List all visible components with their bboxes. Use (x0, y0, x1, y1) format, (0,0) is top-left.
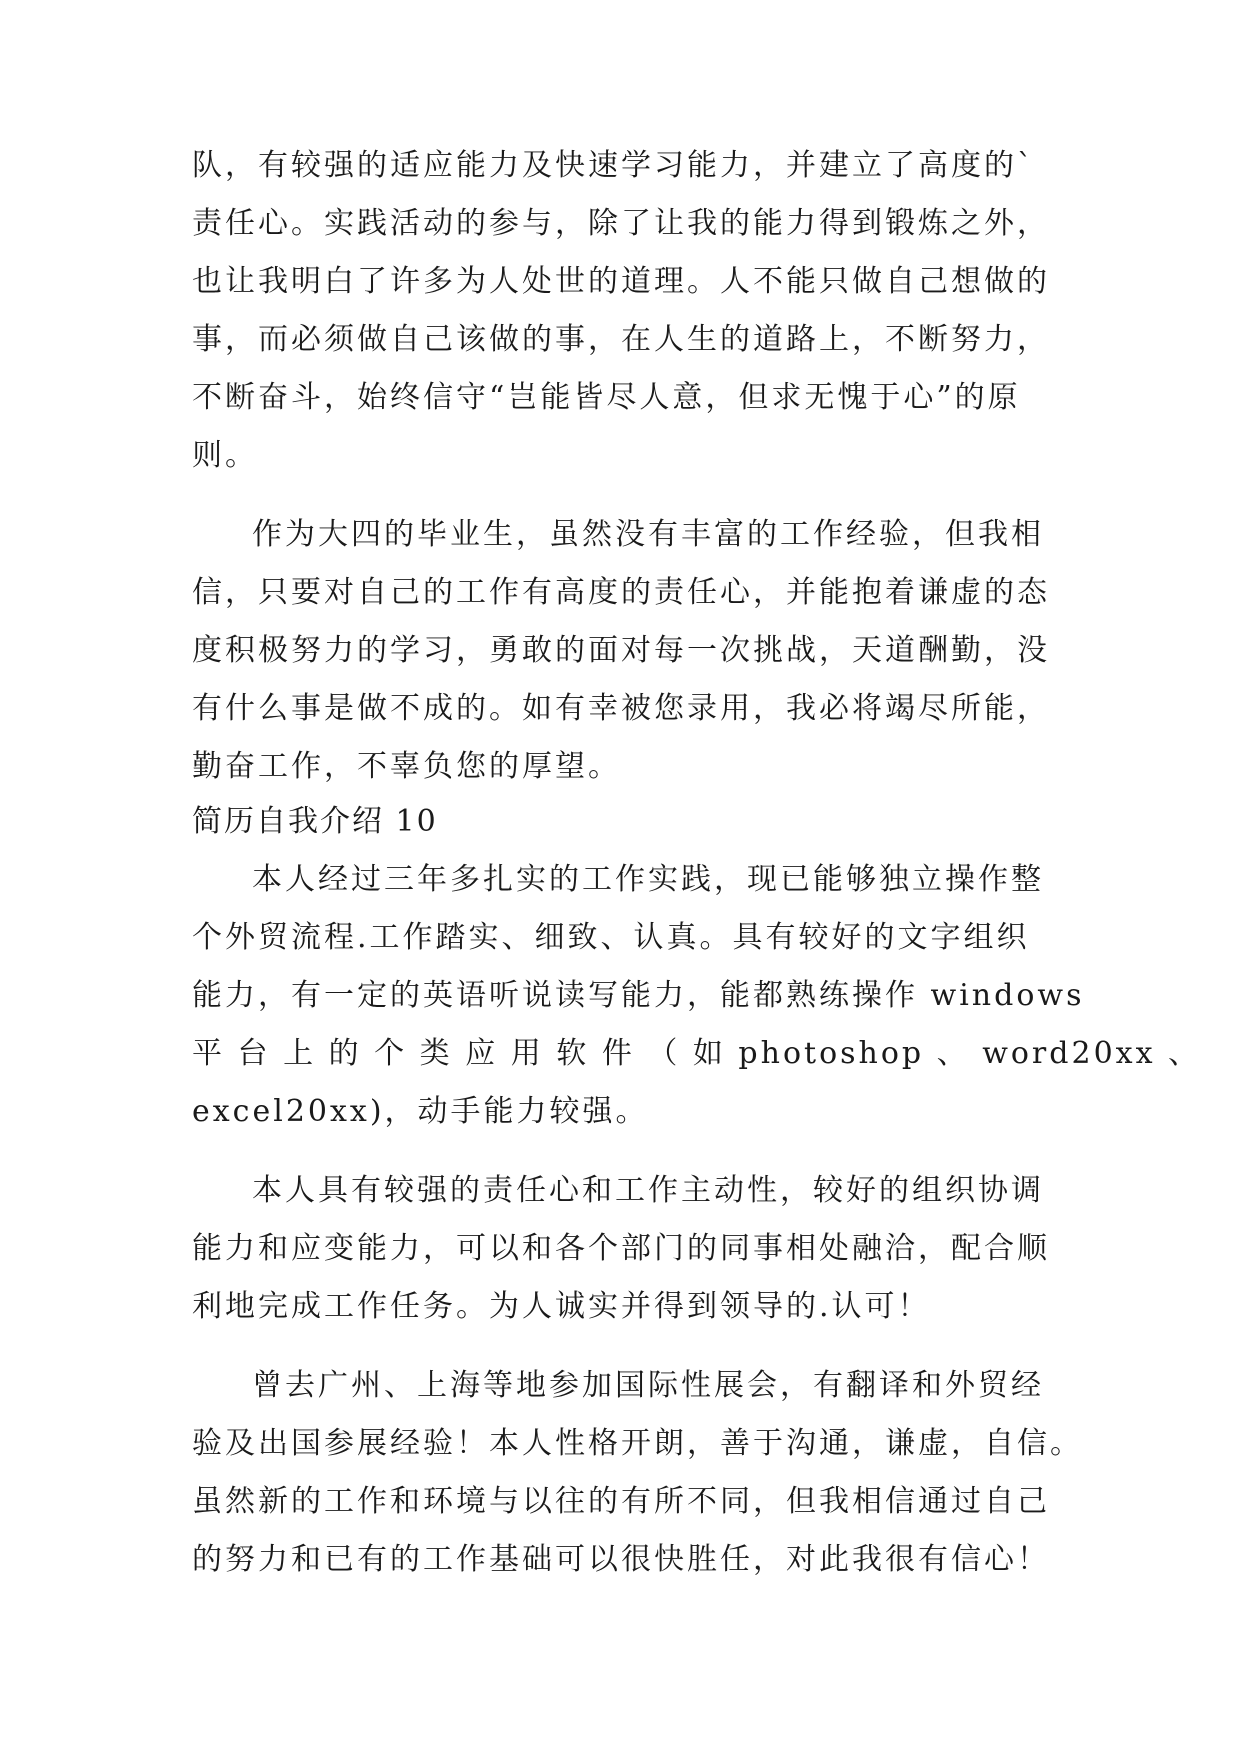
text-line: 能力，有一定的英语听说读写能力，能都熟练操作 windows (192, 978, 1085, 1013)
text-line: 信，只要对自己的工作有高度的责任心，并能抱着谦虚的态 (192, 575, 1050, 610)
text-line: excel20xx)，动手能力较强。 (192, 1094, 649, 1129)
text-line: 个外贸流程.工作踏实、细致、认真。具有较好的文字组织 (192, 920, 1030, 955)
paragraph-first-line: 本人经过三年多扎实的工作实践，现已能够独立操作整 (252, 862, 1044, 897)
paragraph-first-line: 曾去广州、上海等地参加国际性展会，有翻译和外贸经 (252, 1368, 1044, 1403)
text-line: 平 台 上 的 个 类 应 用 软 件 （ 如 photoshop 、 word20xx 、 (192, 1036, 1202, 1071)
text-line: 也让我明白了许多为人处世的道理。人不能只做自己想做的 (192, 264, 1050, 299)
text-line: 度积极努力的学习，勇敢的面对每一次挑战，天道酬勤，没 (192, 633, 1050, 668)
text-line: 则。 (192, 438, 258, 473)
paragraph-first-line: 作为大四的毕业生，虽然没有丰富的工作经验，但我相 (252, 517, 1044, 552)
text-line: 事，而必须做自己该做的事，在人生的道路上，不断努力， (192, 322, 1050, 357)
text-line: 验及出国参展经验！本人性格开朗，善于沟通，谦虚，自信。 (192, 1426, 1083, 1461)
text-line: 勤奋工作，不辜负您的厚望。 (192, 749, 621, 784)
text-line: 的努力和已有的工作基础可以很快胜任，对此我很有信心！ (192, 1542, 1050, 1577)
section-heading: 简历自我介绍 10 (192, 804, 438, 839)
text-line: 利地完成工作任务。为人诚实并得到领导的.认可！ (192, 1289, 931, 1324)
text-line: 有什么事是做不成的。如有幸被您录用，我必将竭尽所能， (192, 691, 1050, 726)
text-line: 责任心。实践活动的参与，除了让我的能力得到锻炼之外， (192, 206, 1050, 241)
text-line: 队，有较强的适应能力及快速学习能力，并建立了高度的` (192, 148, 1035, 183)
text-line: 虽然新的工作和环境与以往的有所不同，但我相信通过自己 (192, 1484, 1050, 1519)
paragraph-first-line: 本人具有较强的责任心和工作主动性，较好的组织协调 (252, 1173, 1044, 1208)
text-line: 不断奋斗，始终信守“岂能皆尽人意，但求无愧于心”的原 (192, 380, 1021, 415)
text-line: 能力和应变能力，可以和各个部门的同事相处融洽，配合顺 (192, 1231, 1050, 1266)
